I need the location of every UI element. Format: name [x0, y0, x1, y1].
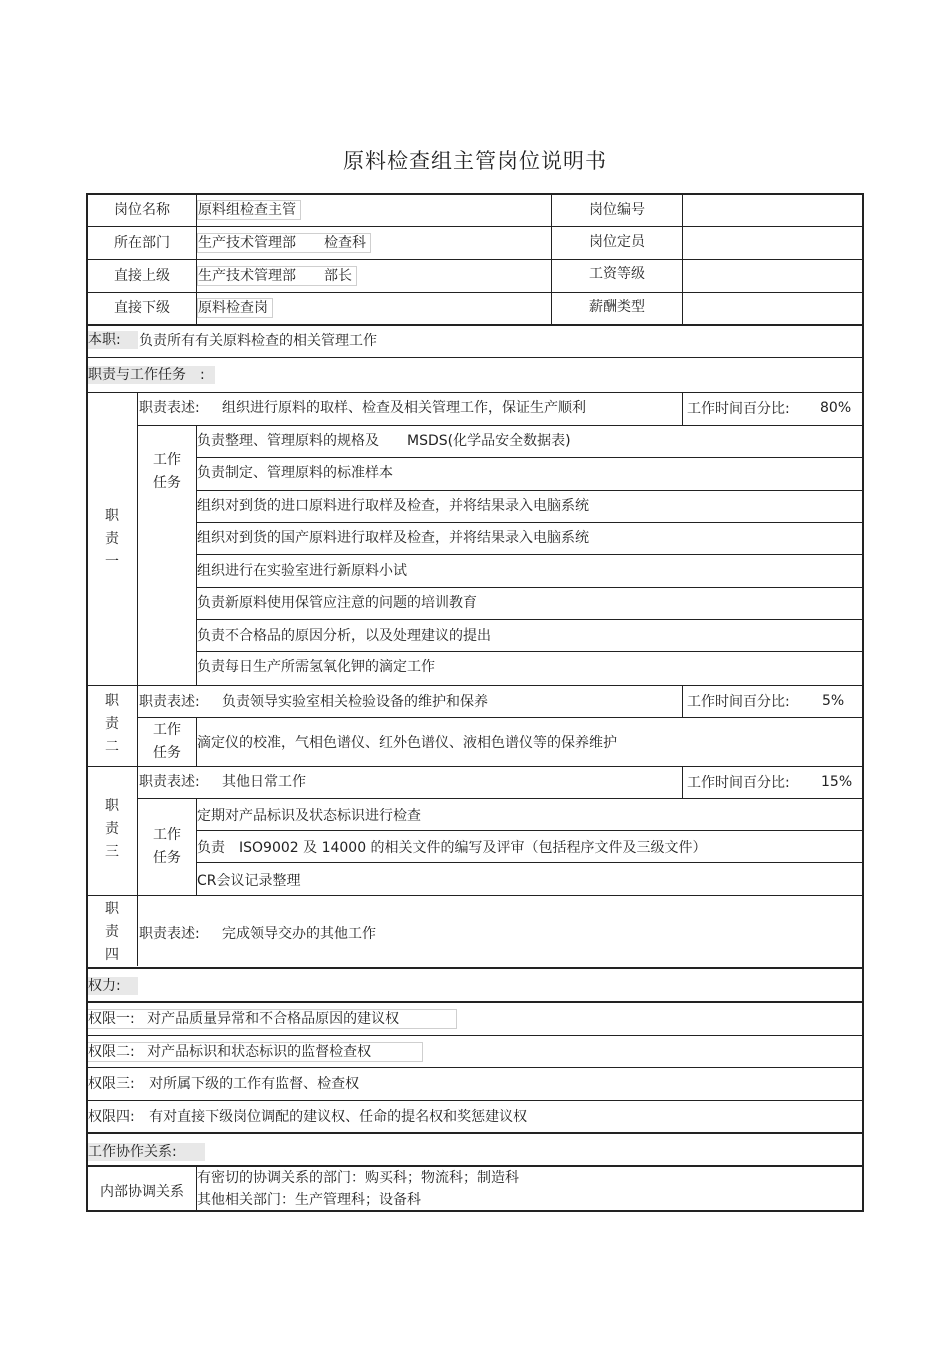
duty4-desc-label: 职责表述: — [139, 926, 200, 942]
duty3-task: 定期对产品标识及状态标识进行检查 — [197, 808, 421, 824]
power-item-2-label: 权限二: — [88, 1044, 135, 1060]
duty1-label — [88, 505, 136, 574]
power-label: 权力: — [88, 977, 138, 995]
cooperation-label: 工作协作关系: — [88, 1143, 205, 1161]
duty3-desc: 其他日常工作 — [222, 774, 306, 790]
duty4-label — [88, 898, 136, 967]
duty1-label-text: 职 责 一 — [105, 508, 119, 570]
duty2-desc-label: 职责表述: — [139, 694, 200, 710]
duty1-task: 负责整理、管理原料的规格及 MSDS(化学品安全数据表) — [197, 433, 571, 449]
department-value: 生产技术管理部 检查科 — [197, 233, 371, 253]
duty4-desc: 完成领导交办的其他工作 — [222, 926, 376, 942]
duty2-label-text: 职 责 二 — [105, 693, 119, 755]
power-item-4-label: 权限四: — [88, 1109, 135, 1125]
duty1-task: 负责制定、管理原料的标准样本 — [197, 465, 393, 481]
duty3-desc-label: 职责表述: — [139, 774, 200, 790]
duty1-task: 组织进行在实验室进行新原料小试 — [197, 563, 407, 579]
duty2-task-label — [138, 719, 196, 765]
power-item-4 — [88, 1108, 527, 1126]
duty1-task-label — [138, 449, 196, 495]
duty2-task: 滴定仪的校准，气相色谱仪、红外色谱仪、液相色谱仪等的保养维护 — [197, 735, 617, 751]
duty3-task-label — [138, 824, 196, 870]
power-item-3 — [88, 1075, 359, 1093]
department-label: 所在部门 — [114, 235, 170, 251]
job-name-value: 原料组检查主管 — [197, 200, 301, 220]
power-item-3-text: 对所属下级的工作有监督、检查权 — [149, 1076, 360, 1092]
power-item-2 — [88, 1042, 423, 1062]
duty1-pct-label: 工作时间百分比: — [687, 401, 790, 417]
duty2-desc: 负责领导实验室相关检验设备的维护和保养 — [222, 694, 488, 710]
duty1-desc-label: 职责表述: — [139, 400, 200, 416]
pay-type-label: 薪酬类型 — [589, 299, 645, 315]
duty2-task-label-text: 工作 任务 — [153, 722, 181, 761]
duty1-task: 负责不合格品的原因分析，以及处理建议的提出 — [197, 628, 491, 644]
duty3-task: 负责 ISO9002 及 14000 的相关文件的编写及评审（包括程序文件及三级文件） — [197, 840, 707, 856]
duty3-label — [88, 795, 136, 864]
duty3-pct: 15% — [821, 774, 853, 790]
power-item-1-text: 对产品质量异常和不合格品原因的建议权 — [147, 1011, 400, 1027]
power-item-3-label: 权限三: — [88, 1076, 135, 1092]
duty4-label-text: 职 责 四 — [105, 901, 119, 963]
duty1-task: 组织对到货的进口原料进行取样及检查，并将结果录入电脑系统 — [197, 498, 589, 514]
subordinate-value: 原料检查岗 — [197, 298, 273, 318]
job-name-label: 岗位名称 — [114, 202, 170, 218]
duty1-task: 组织对到货的国产原料进行取样及检查，并将结果录入电脑系统 — [197, 530, 589, 546]
benzhi-label: 本职: — [88, 331, 138, 349]
duty3-pct-label: 工作时间百分比: — [687, 775, 790, 791]
salary-grade-label: 工资等级 — [589, 266, 645, 282]
internal-coordination-line1: 有密切的协调关系的部门：购买科；物流科；制造科 — [197, 1170, 519, 1186]
benzhi-text: 负责所有有关原料检查的相关管理工作 — [139, 333, 377, 349]
duty1-pct: 80% — [820, 400, 852, 416]
duty1-task: 负责每日生产所需氢氧化钾的滴定工作 — [197, 659, 435, 675]
duty1-task-label-text: 工作 任务 — [153, 452, 181, 491]
internal-coordination-line2: 其他相关部门：生产管理科；设备科 — [197, 1192, 421, 1208]
duty3-label-text: 职 责 三 — [105, 798, 119, 860]
headcount-label: 岗位定员 — [589, 234, 645, 250]
supervisor-value: 生产技术管理部 部长 — [197, 266, 357, 286]
job-id-label: 岗位编号 — [589, 202, 645, 218]
duties-header: 职责与工作任务 : — [88, 366, 215, 384]
power-item-1 — [88, 1009, 457, 1029]
duty1-desc: 组织进行原料的取样、检查及相关管理工作，保证生产顺利 — [222, 400, 586, 416]
subordinate-label: 直接下级 — [114, 300, 170, 316]
duty3-task-label-text: 工作 任务 — [153, 827, 181, 866]
duty2-pct: 5% — [822, 693, 845, 709]
duty1-task: 负责新原料使用保管应注意的问题的培训教育 — [197, 595, 477, 611]
power-item-2-text: 对产品标识和状态标识的监督检查权 — [147, 1044, 372, 1060]
internal-coordination-label: 内部协调关系 — [100, 1184, 184, 1200]
duty3-task: CR会议记录整理 — [197, 873, 301, 889]
supervisor-label: 直接上级 — [114, 268, 170, 284]
duty2-pct-label: 工作时间百分比: — [687, 694, 790, 710]
page-title: 原料检查组主管岗位说明书 — [343, 149, 607, 173]
duty2-label — [88, 690, 136, 759]
power-item-4-text: 有对直接下级岗位调配的建议权、任命的提名权和奖惩建议权 — [149, 1109, 528, 1125]
power-item-1-label: 权限一: — [88, 1011, 135, 1027]
